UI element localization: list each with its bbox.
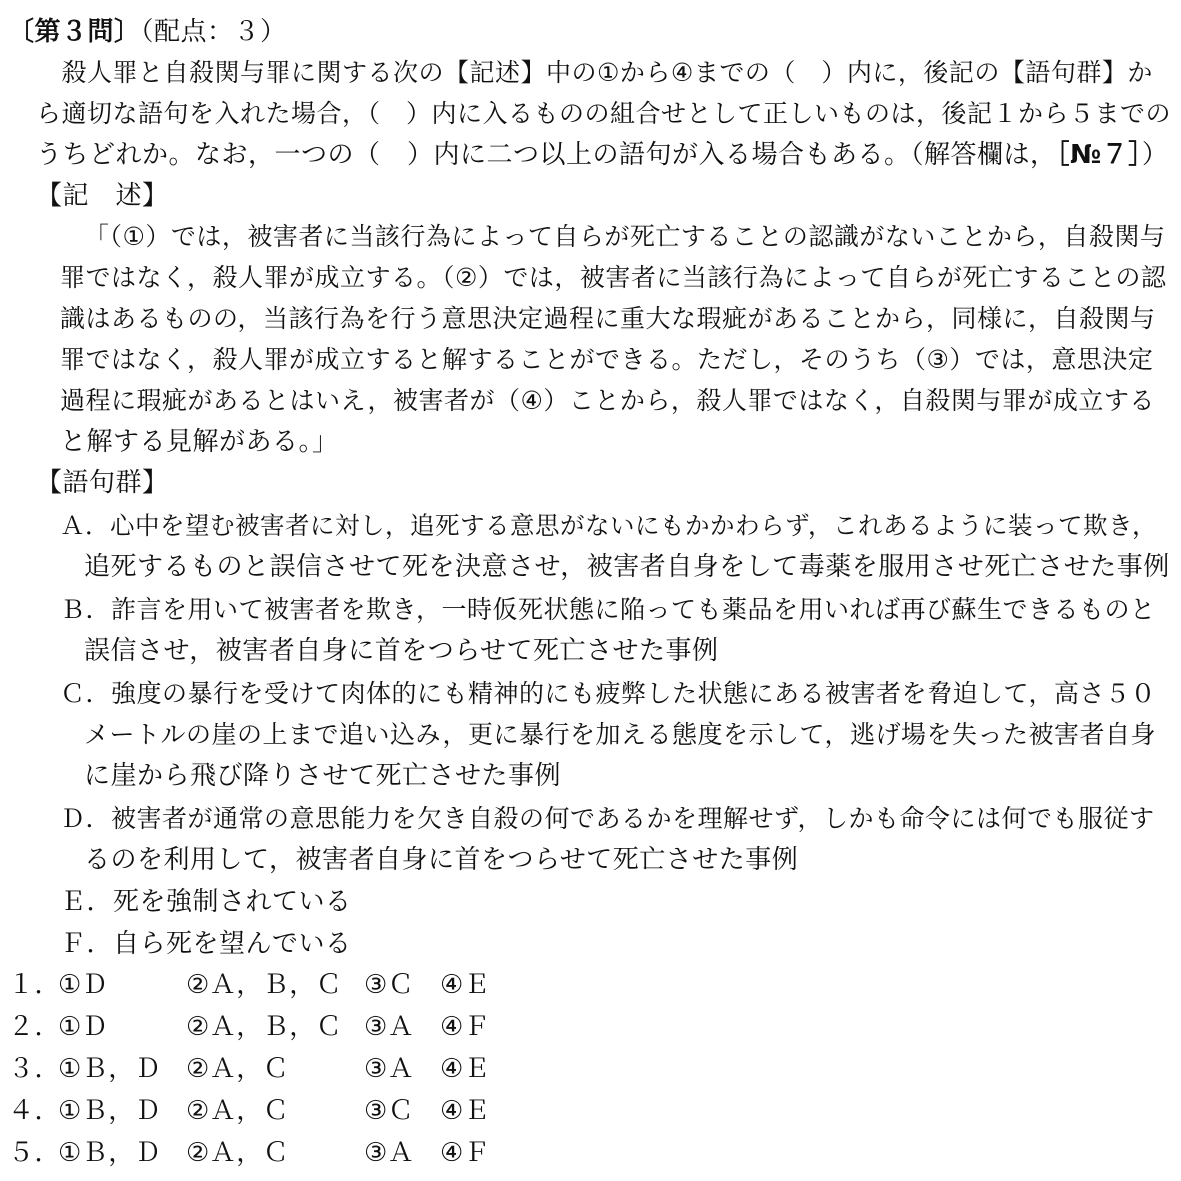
- statement-line: 識はあるものの，当該行為を行う意思決定過程に重大な瑕疵があることから，同様に，自殺関与: [60, 304, 1156, 333]
- choice-blank-4: ④Ｅ: [440, 1054, 491, 1084]
- word-group-item-b: Ｂ．詐言を用いて被害者を欺き，一時仮死状態に陥っても薬品を用いれば再び蘇生できるものと: [60, 595, 1156, 624]
- statement-line: 罪ではなく，殺人罪が成立する。（②）では，被害者に当該行為によって自らが死亡することの認: [60, 263, 1167, 292]
- choice-blank-3: ③Ａ: [364, 1012, 415, 1042]
- choice-number: ５．: [8, 1138, 62, 1168]
- choice-blank-2: ②Ａ，Ｃ: [186, 1096, 290, 1126]
- choice-blank-4: ④Ｆ: [440, 1012, 491, 1042]
- choice-number: ４．: [8, 1096, 62, 1126]
- choice-blank-3: ③Ａ: [364, 1054, 415, 1084]
- choice-number: １．: [8, 970, 62, 1000]
- choice-blank-2: ②Ａ，Ｂ，Ｃ: [186, 1012, 343, 1042]
- instruction-close: ）: [1141, 140, 1169, 170]
- statement-heading: 【記 述】: [36, 181, 169, 211]
- instruction-line-2: ら適切な語句を入れた場合，（ ）内に入るものの組合せとして正しいものは，後記１から５までの: [36, 99, 1172, 128]
- statement-line: 過程に瑕疵があるとはいえ，被害者が（④）ことから，殺人罪ではなく，自殺関与罪が成立する: [60, 386, 1155, 415]
- word-group-item-b-cont: 誤信させ，被害者自身に首をつらせて死亡させた事例: [84, 636, 719, 666]
- choice-blank-1: ①Ｄ: [58, 1012, 109, 1042]
- statement-line: と解する見解がある。」: [60, 427, 339, 457]
- choice-blank-3: ③Ｃ: [364, 970, 415, 1000]
- choice-blank-3: ③Ａ: [364, 1138, 415, 1168]
- choice-blank-4: ④Ｅ: [440, 1096, 491, 1126]
- choice-blank-2: ②Ａ，Ｃ: [186, 1138, 290, 1168]
- word-group-item-d-cont: るのを利用して，被害者自身に首をつらせて死亡させた事例: [84, 845, 799, 875]
- choice-blank-1: ①Ｂ，Ｄ: [58, 1054, 162, 1084]
- statement-line: 罪ではなく，殺人罪が成立すると解することができる。ただし，そのうち（③）では，意思決定: [60, 345, 1154, 374]
- statement-line: 「（①）では，被害者に当該行為によって自らが死亡することの認識がないことから，自殺関与: [84, 222, 1166, 251]
- word-group-item-c-cont: メートルの崖の上まで追い込み，更に暴行を加える態度を示して，逃げ場を失った被害者自身: [84, 720, 1157, 749]
- word-group-item-d: Ｄ．被害者が通常の意思能力を欠き自殺の何であるかを理解せず，しかも命令には何でも服従す: [60, 804, 1155, 833]
- word-group-item-e: Ｅ．死を強制されている: [60, 887, 352, 917]
- word-group-item-f: Ｆ．自ら死を望んでいる: [60, 929, 352, 959]
- instruction-text: うちどれか。なお，一つの（ ）内に二つ以上の語句が入る場合もある。（解答欄は，: [36, 140, 1057, 170]
- choice-blank-1: ①Ｄ: [58, 970, 109, 1000]
- word-group-item-c: Ｃ．強度の暴行を受けて肉体的にも精神的にも疲弊した状態にある被害者を脅迫して，高さ５０: [60, 679, 1157, 708]
- instruction-line-1: 殺人罪と自殺関与罪に関する次の【記述】中の①から④までの（ ）内に，後記の【語句群】か: [36, 58, 1153, 87]
- word-group-heading: 【語句群】: [36, 468, 169, 498]
- choice-number: ３．: [8, 1054, 62, 1084]
- word-group-item-a: Ａ．心中を望む被害者に対し，追死する意思がないにもかかわらず，これあるように装って欺き，: [60, 511, 1158, 540]
- choice-blank-2: ②Ａ，Ｃ: [186, 1054, 290, 1084]
- choice-number: ２．: [8, 1012, 62, 1042]
- choice-blank-4: ④Ｅ: [440, 970, 491, 1000]
- choice-blank-1: ①Ｂ，Ｄ: [58, 1096, 162, 1126]
- word-group-item-c-cont: に崖から飛び降りさせて死亡させた事例: [84, 761, 562, 791]
- choice-blank-3: ③Ｃ: [364, 1096, 415, 1126]
- answer-field-number: ［№７］: [1056, 140, 1142, 170]
- choice-blank-1: ①Ｂ，Ｄ: [58, 1138, 162, 1168]
- instruction-line-3: [36, 137, 1168, 173]
- word-group-item-a-cont: 追死するものと誤信させて死を決意させ，被害者自身をして毒薬を服用させ死亡させた事例: [84, 552, 1170, 582]
- question-points: （配点：３）: [140, 17, 287, 47]
- choice-blank-2: ②Ａ，Ｂ，Ｃ: [186, 970, 343, 1000]
- question-number: 〔第３問〕: [8, 17, 141, 47]
- choice-blank-4: ④Ｆ: [440, 1138, 491, 1168]
- question-header: [8, 14, 287, 50]
